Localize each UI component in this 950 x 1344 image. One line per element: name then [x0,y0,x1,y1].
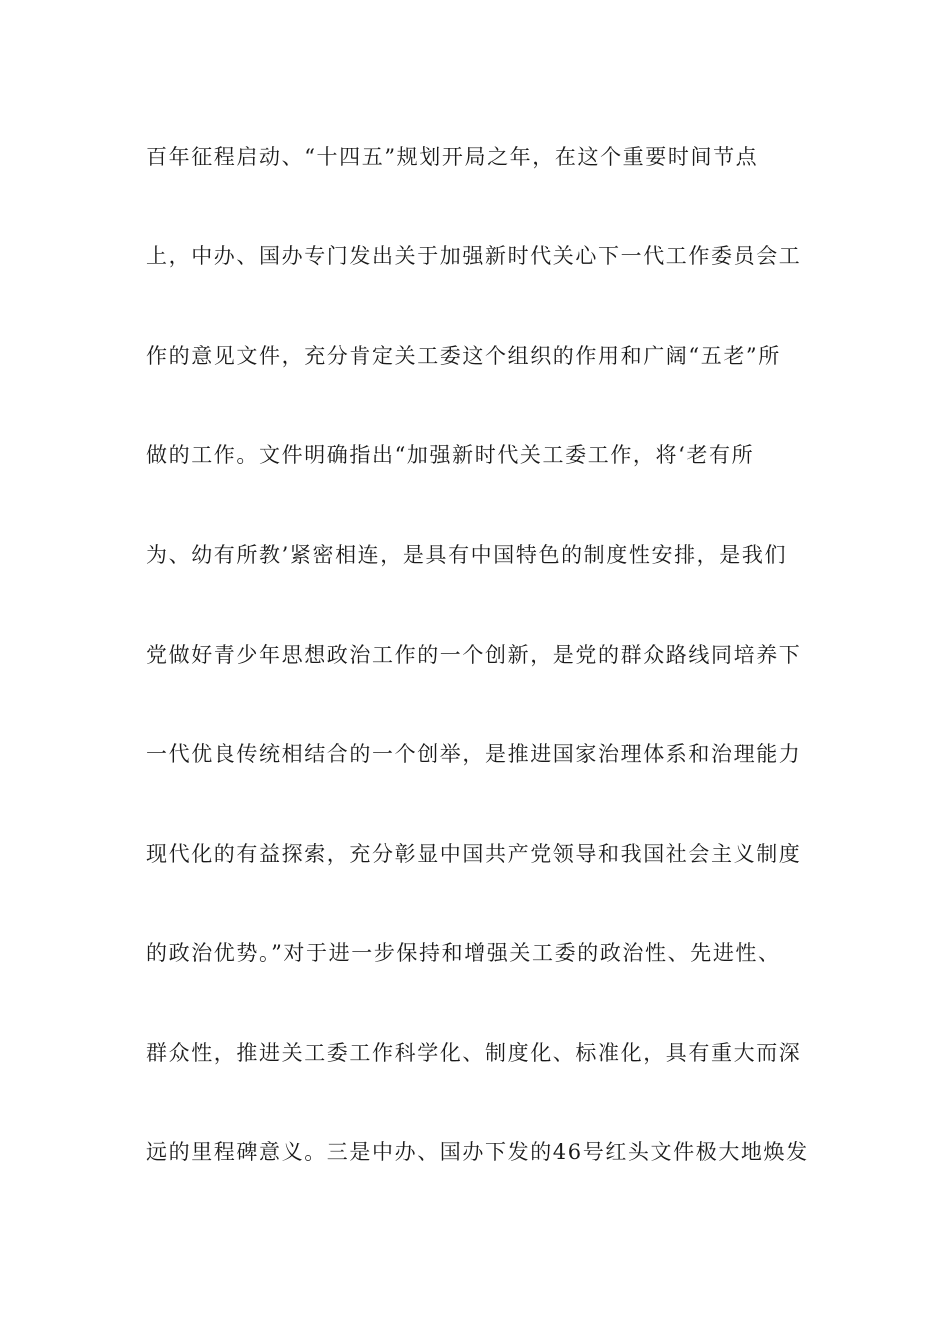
paragraph-line: 的政治优势。”对于进一步保持和增强关工委的政治性、先进性、 [146,941,781,965]
paragraph-line: 党做好青少年思想政治工作的一个创新，是党的群众路线同培养下 [146,643,802,667]
paragraph-line: 作的意见文件，充分肯定关工委这个组织的作用和广阔“五老”所 [146,344,781,368]
paragraph-line: 百年征程启动、“十四五”规划开局之年，在这个重要时间节点 [146,145,759,169]
paragraph-line: 上，中办、国办专门发出关于加强新时代关心下一代工作委员会工 [146,244,802,268]
paragraph-line: 做的工作。文件明确指出“加强新时代关工委工作，将‘老有所 [146,443,755,467]
paragraph-line: 远的里程碑意义。三是中办、国办下发的46号红头文件极大地焕发 [146,1140,809,1164]
paragraph-line: 一代优良传统相结合的一个创举，是推进国家治理体系和治理能力 [146,742,802,766]
paragraph-line: 现代化的有益探索，充分彰显中国共产党领导和我国社会主义制度 [146,842,802,866]
paragraph-line: 群众性，推进关工委工作科学化、制度化、标准化，具有重大而深 [146,1041,802,1065]
paragraph-line: 为、幼有所教’紧密相连，是具有中国特色的制度性安排，是我们 [146,543,788,567]
